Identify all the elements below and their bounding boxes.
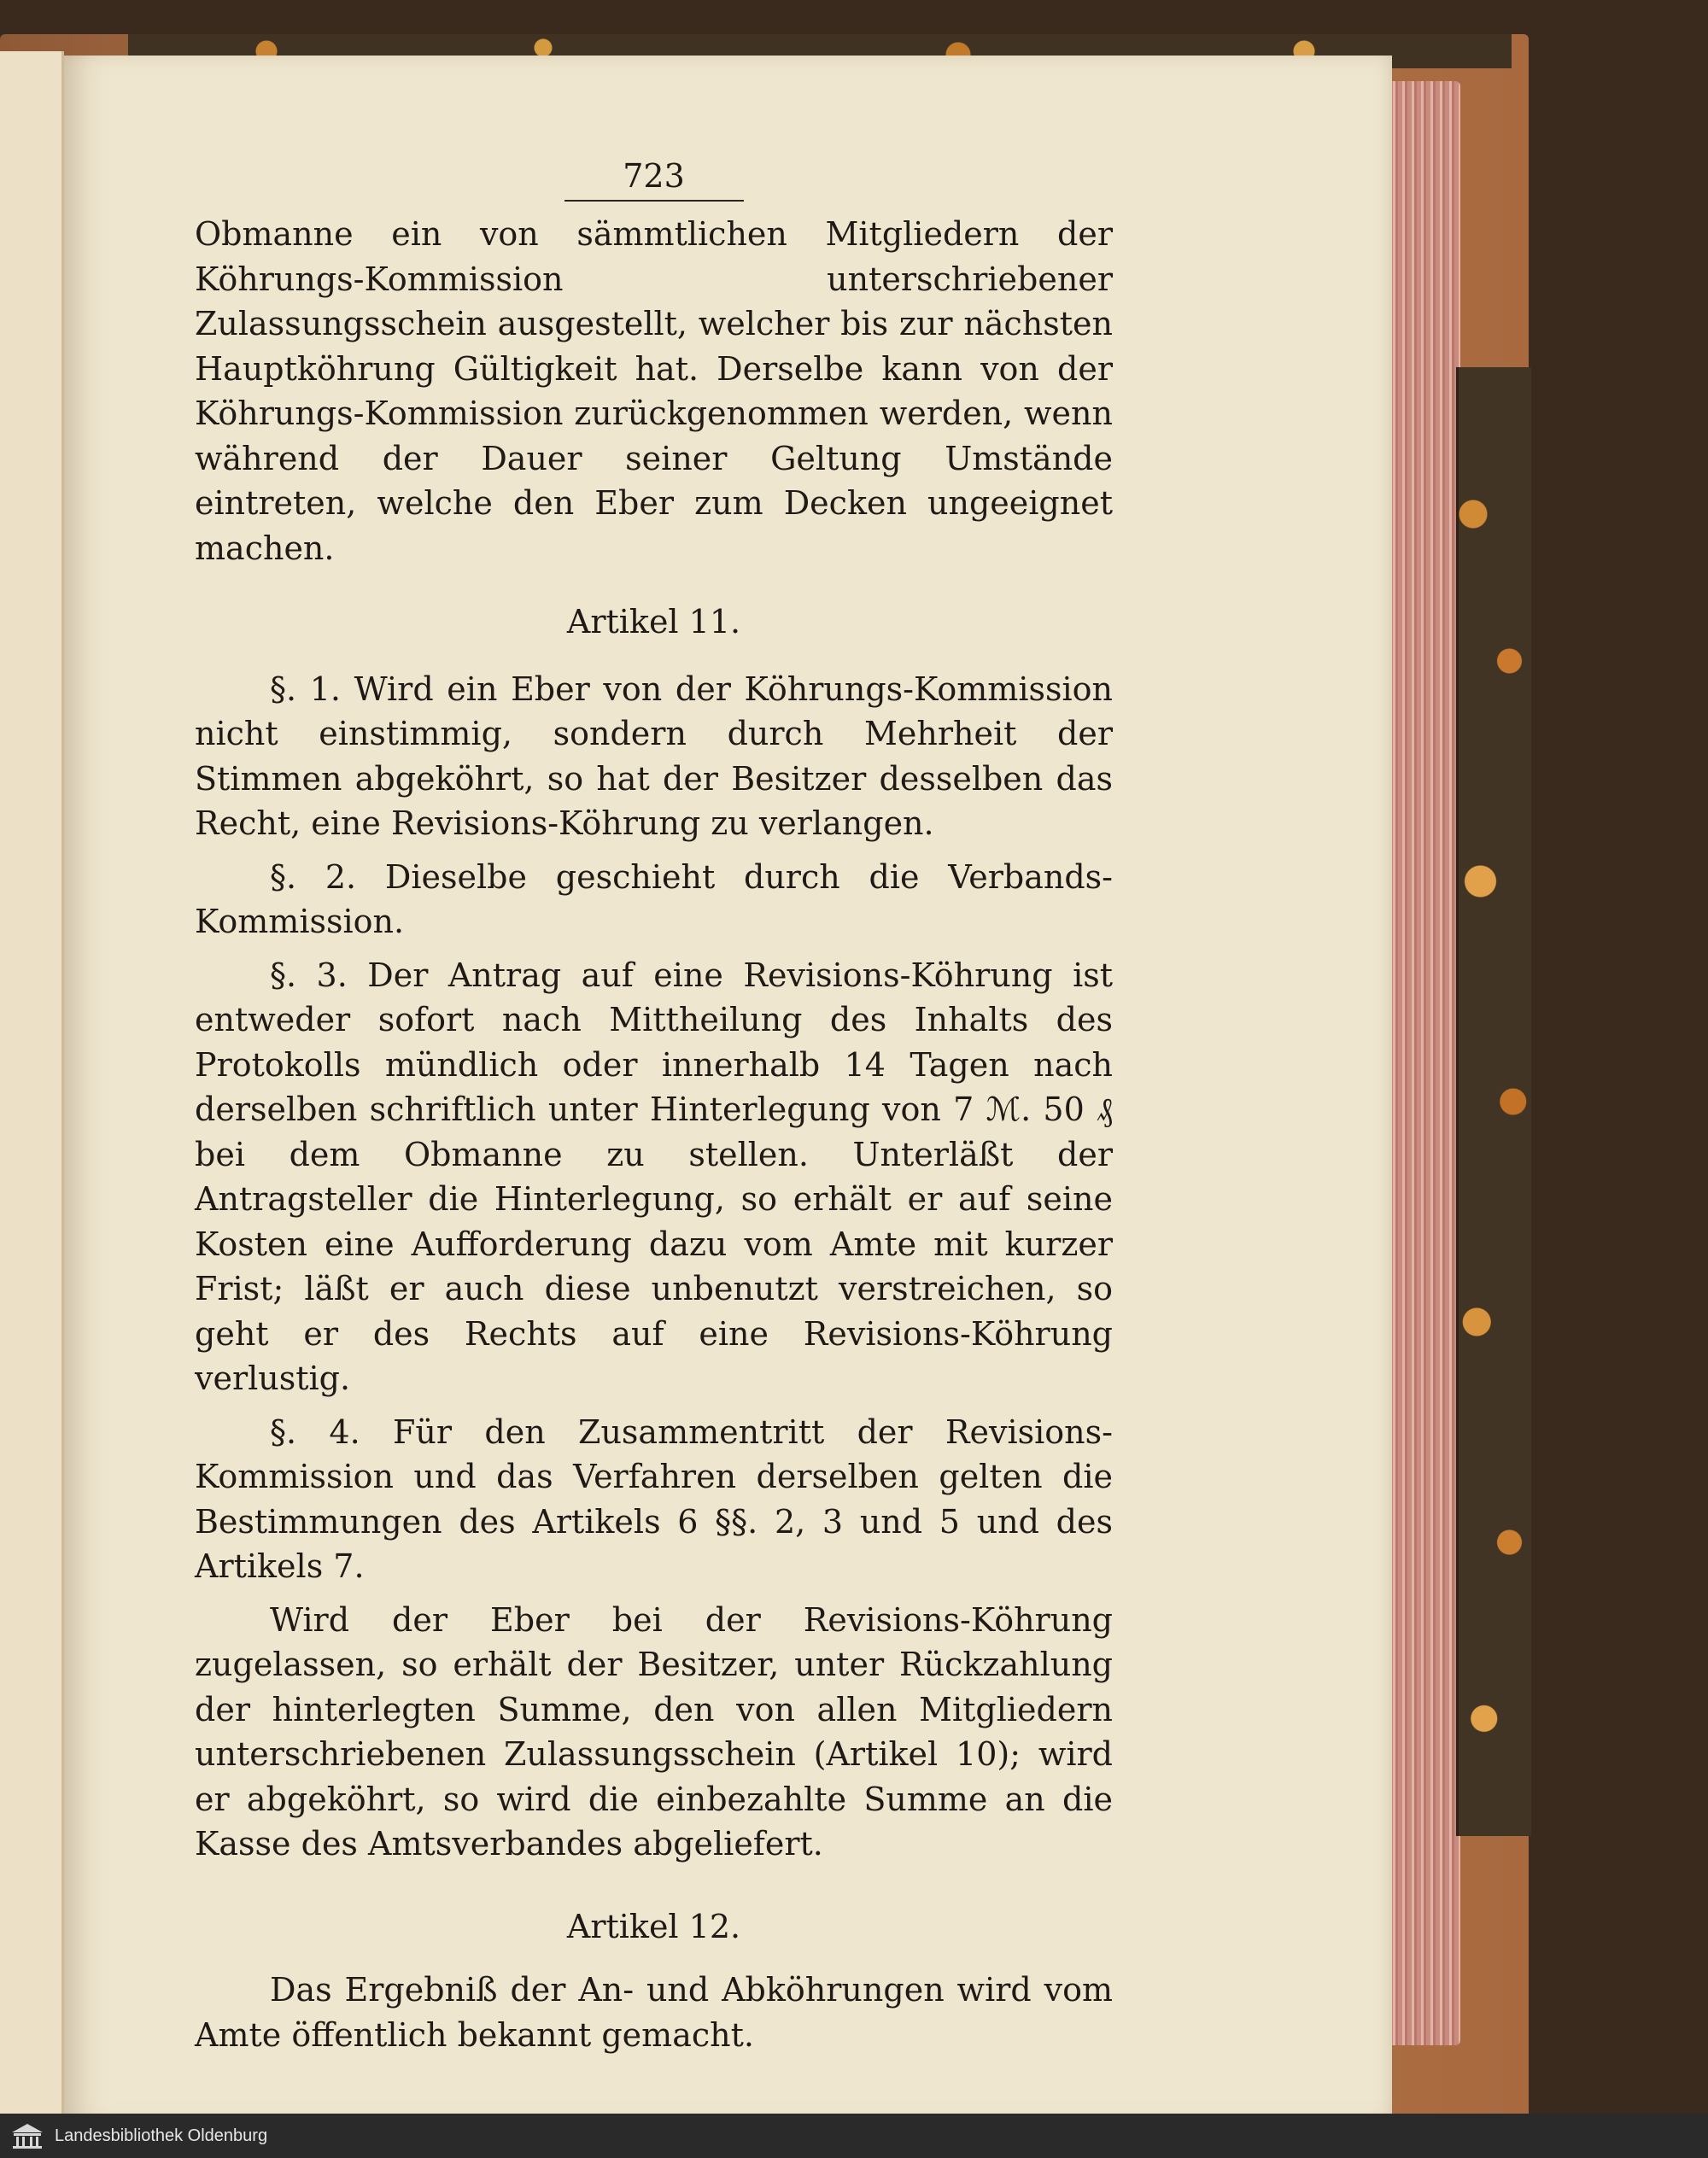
- article-11-section-2: §. 2. Dieselbe geschieht durch die Verbands-Kommission.: [195, 857, 1113, 940]
- footer-bar: [0, 2114, 1708, 2158]
- marbled-cover-side: [1456, 367, 1531, 1836]
- article-12-paragraph: Das Ergebniß der An- und Abköhrungen wird vom Amte öffentlich bekannt gemacht.: [195, 1971, 1113, 2054]
- article-11-section-1: §. 1. Wird ein Eber von der Köhrungs-Kommission nicht einstimmig, sondern durch Mehrheit der Stimmen abgeköhrt, so hat der Besitzer desselben das Recht, eine Revisions-Köhrung zu verlangen.: [195, 670, 1113, 842]
- footer-library-label[interactable]: Landesbibliothek Oldenburg: [55, 2126, 268, 2145]
- facing-page-edge: [0, 51, 64, 2118]
- article-11-section-4: §. 4. Für den Zusammentritt der Revisions-Kommission und das Verfahren derselben gelten die Bestimmungen des Artikels 6 §§. 2, 3 und 5 und des Artikels 7.: [195, 1412, 1113, 1585]
- library-building-icon: [10, 2122, 44, 2149]
- article-11-closing-paragraph: Wird der Eber bei der Revisions-Köhrung zugelassen, so erhält der Besitzer, unter Rückzahlung der hinterlegten Summe, den von allen Mitgliedern unterschriebenen Zulassungsschein (Artikel 10); wird er abgeköhrt, so wird die einbezahlte Summe an die Kasse des Amtsverbandes abgeliefert.: [195, 1600, 1113, 1863]
- page-text-block: [195, 154, 1113, 2057]
- intro-paragraph: Obmanne ein von sämmtlichen Mitgliedern der Köhrungs-Kommission unterschriebener Zulassungsschein ausgestellt, welcher bis zur nächsten Hauptköhrung Gültigkeit hat. Derselbe kann von der Köhrungs-Kommission zurückgenommen werden, wenn während der Dauer seiner Geltung Umstände eintreten, welche den Eber zum Decken ungeeignet machen.: [195, 215, 1113, 567]
- page-number: 723: [623, 157, 685, 195]
- article-11-section-3: §. 3. Der Antrag auf eine Revisions-Köhrung ist entweder sofort nach Mittheilung des Inhalts des Protokolls mündlich oder innerhalb 14 Tagen nach derselben schriftlich unter Hinterlegung von 7 ℳ. 50 ₰ bei dem Obmanne zu stellen. Unterläßt der Antragsteller die Hinterlegung, so erhält er auf seine Kosten eine Aufforderung dazu vom Amte mit kurzer Frist; läßt er auch diese unbenutzt verstreichen, so geht er des Rechts auf eine Revisions-Köhrung verlustig.: [195, 956, 1113, 1397]
- page-number-rule: [564, 200, 744, 202]
- article-12-heading: Artikel 12.: [566, 1907, 741, 1945]
- article-11-heading: Artikel 11.: [566, 603, 741, 640]
